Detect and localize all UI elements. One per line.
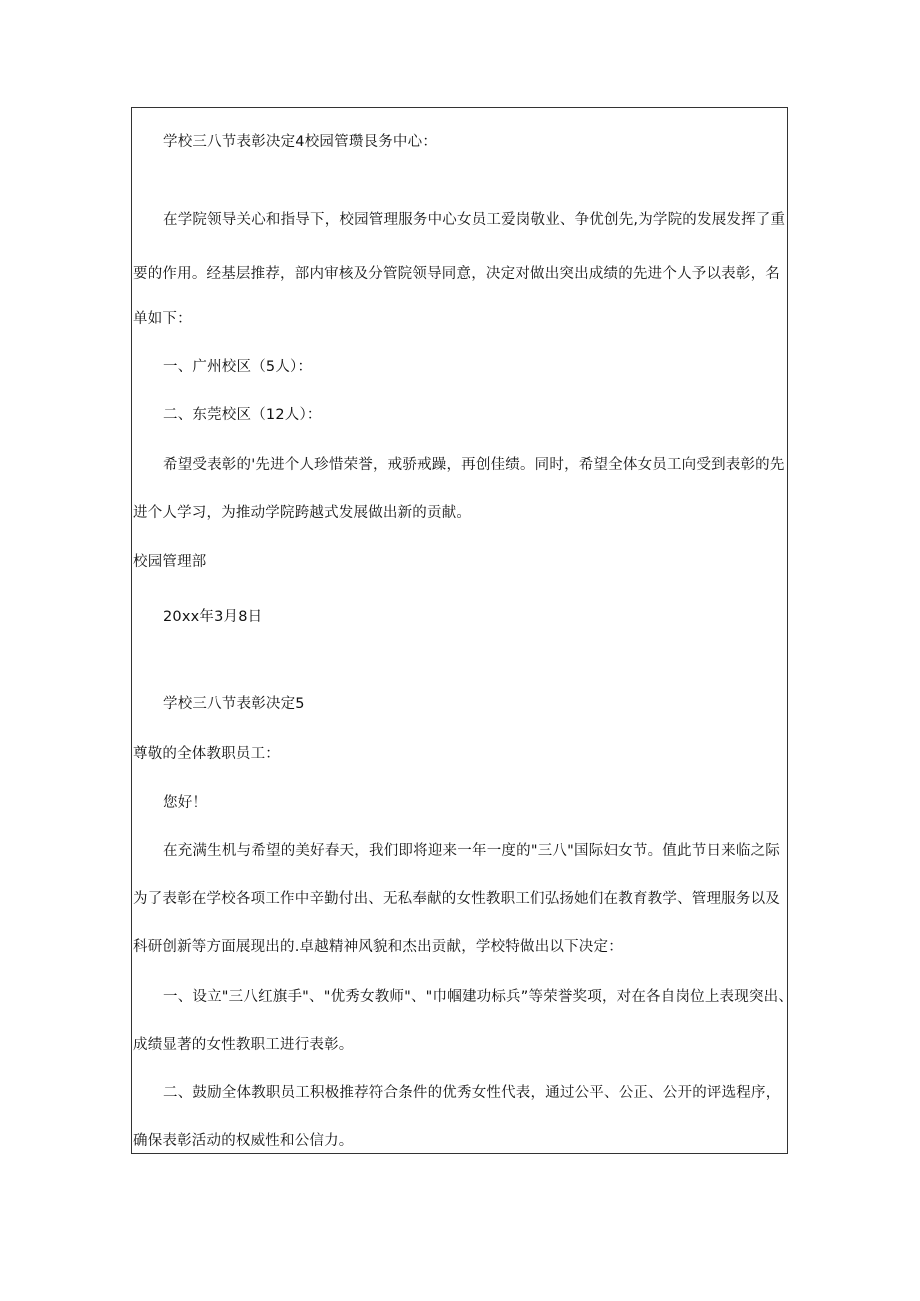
- paragraph-line: 单如下：: [133, 311, 192, 327]
- paragraph-line: 进个人学习，为推动学院跨越式发展做出新的贡献。: [133, 505, 472, 521]
- paragraph-line: 要的作用。经基层推荐，部内审核及分管院领导同意，决定对做出突出成绩的先进个人予以表彰，名: [133, 266, 780, 282]
- section-heading-5: 学校三八节表彰决定5: [163, 696, 305, 712]
- list-item: 二、东莞校区（12人）：: [163, 407, 322, 423]
- paragraph-line: 科研创新等方面展现出的.卓越精神风貌和杰出贡献，学校特做出以下决定：: [133, 939, 623, 955]
- signature-department: 校园管理部: [133, 554, 207, 570]
- paragraph-line: 在充满生机与希望的美好春天，我们即将迎来一年一度的"三八"国际妇女节。值此节日来临之际: [163, 843, 780, 859]
- signature-date: 20xx年3月8日: [163, 609, 263, 625]
- list-item: 二、鼓励全体教职员工积极推荐符合条件的优秀女性代表，通过公平、公正、公开的评选程序，: [163, 1085, 781, 1101]
- list-item: 成绩显著的女性教职工进行表彰。: [133, 1037, 354, 1053]
- salutation: 尊敬的全体教职员工：: [133, 746, 280, 762]
- greeting: 您好！: [163, 795, 208, 811]
- list-item: 一、设立"三八红旗手"、"优秀女教师"、"巾帼建功标兵”等荣誉奖项，对在各自岗位上表现突出、: [163, 989, 794, 1005]
- paragraph-line: 在学院领导关心和指导下，校园管理服务中心女员工爱岗敬业、争优创先,为学院的发展发挥了重: [163, 212, 786, 228]
- list-item: 确保表彰活动的权威性和公信力。: [133, 1133, 354, 1149]
- list-item: 一、广州校区（5人）：: [163, 359, 313, 375]
- paragraph-line: 希望受表彰的'先进个人珍惜荣誉，戒骄戒躁，再创佳绩。同时，希望全体女员工向受到表彰的先: [163, 457, 785, 473]
- section-heading-4: 学校三八节表彰决定4校园管瓒艮务中心：: [163, 134, 438, 150]
- paragraph-line: 为了表彰在学校各项工作中辛勤付出、无私奉献的女性教职工们弘扬她们在教育教学、管理服务以及: [133, 891, 780, 907]
